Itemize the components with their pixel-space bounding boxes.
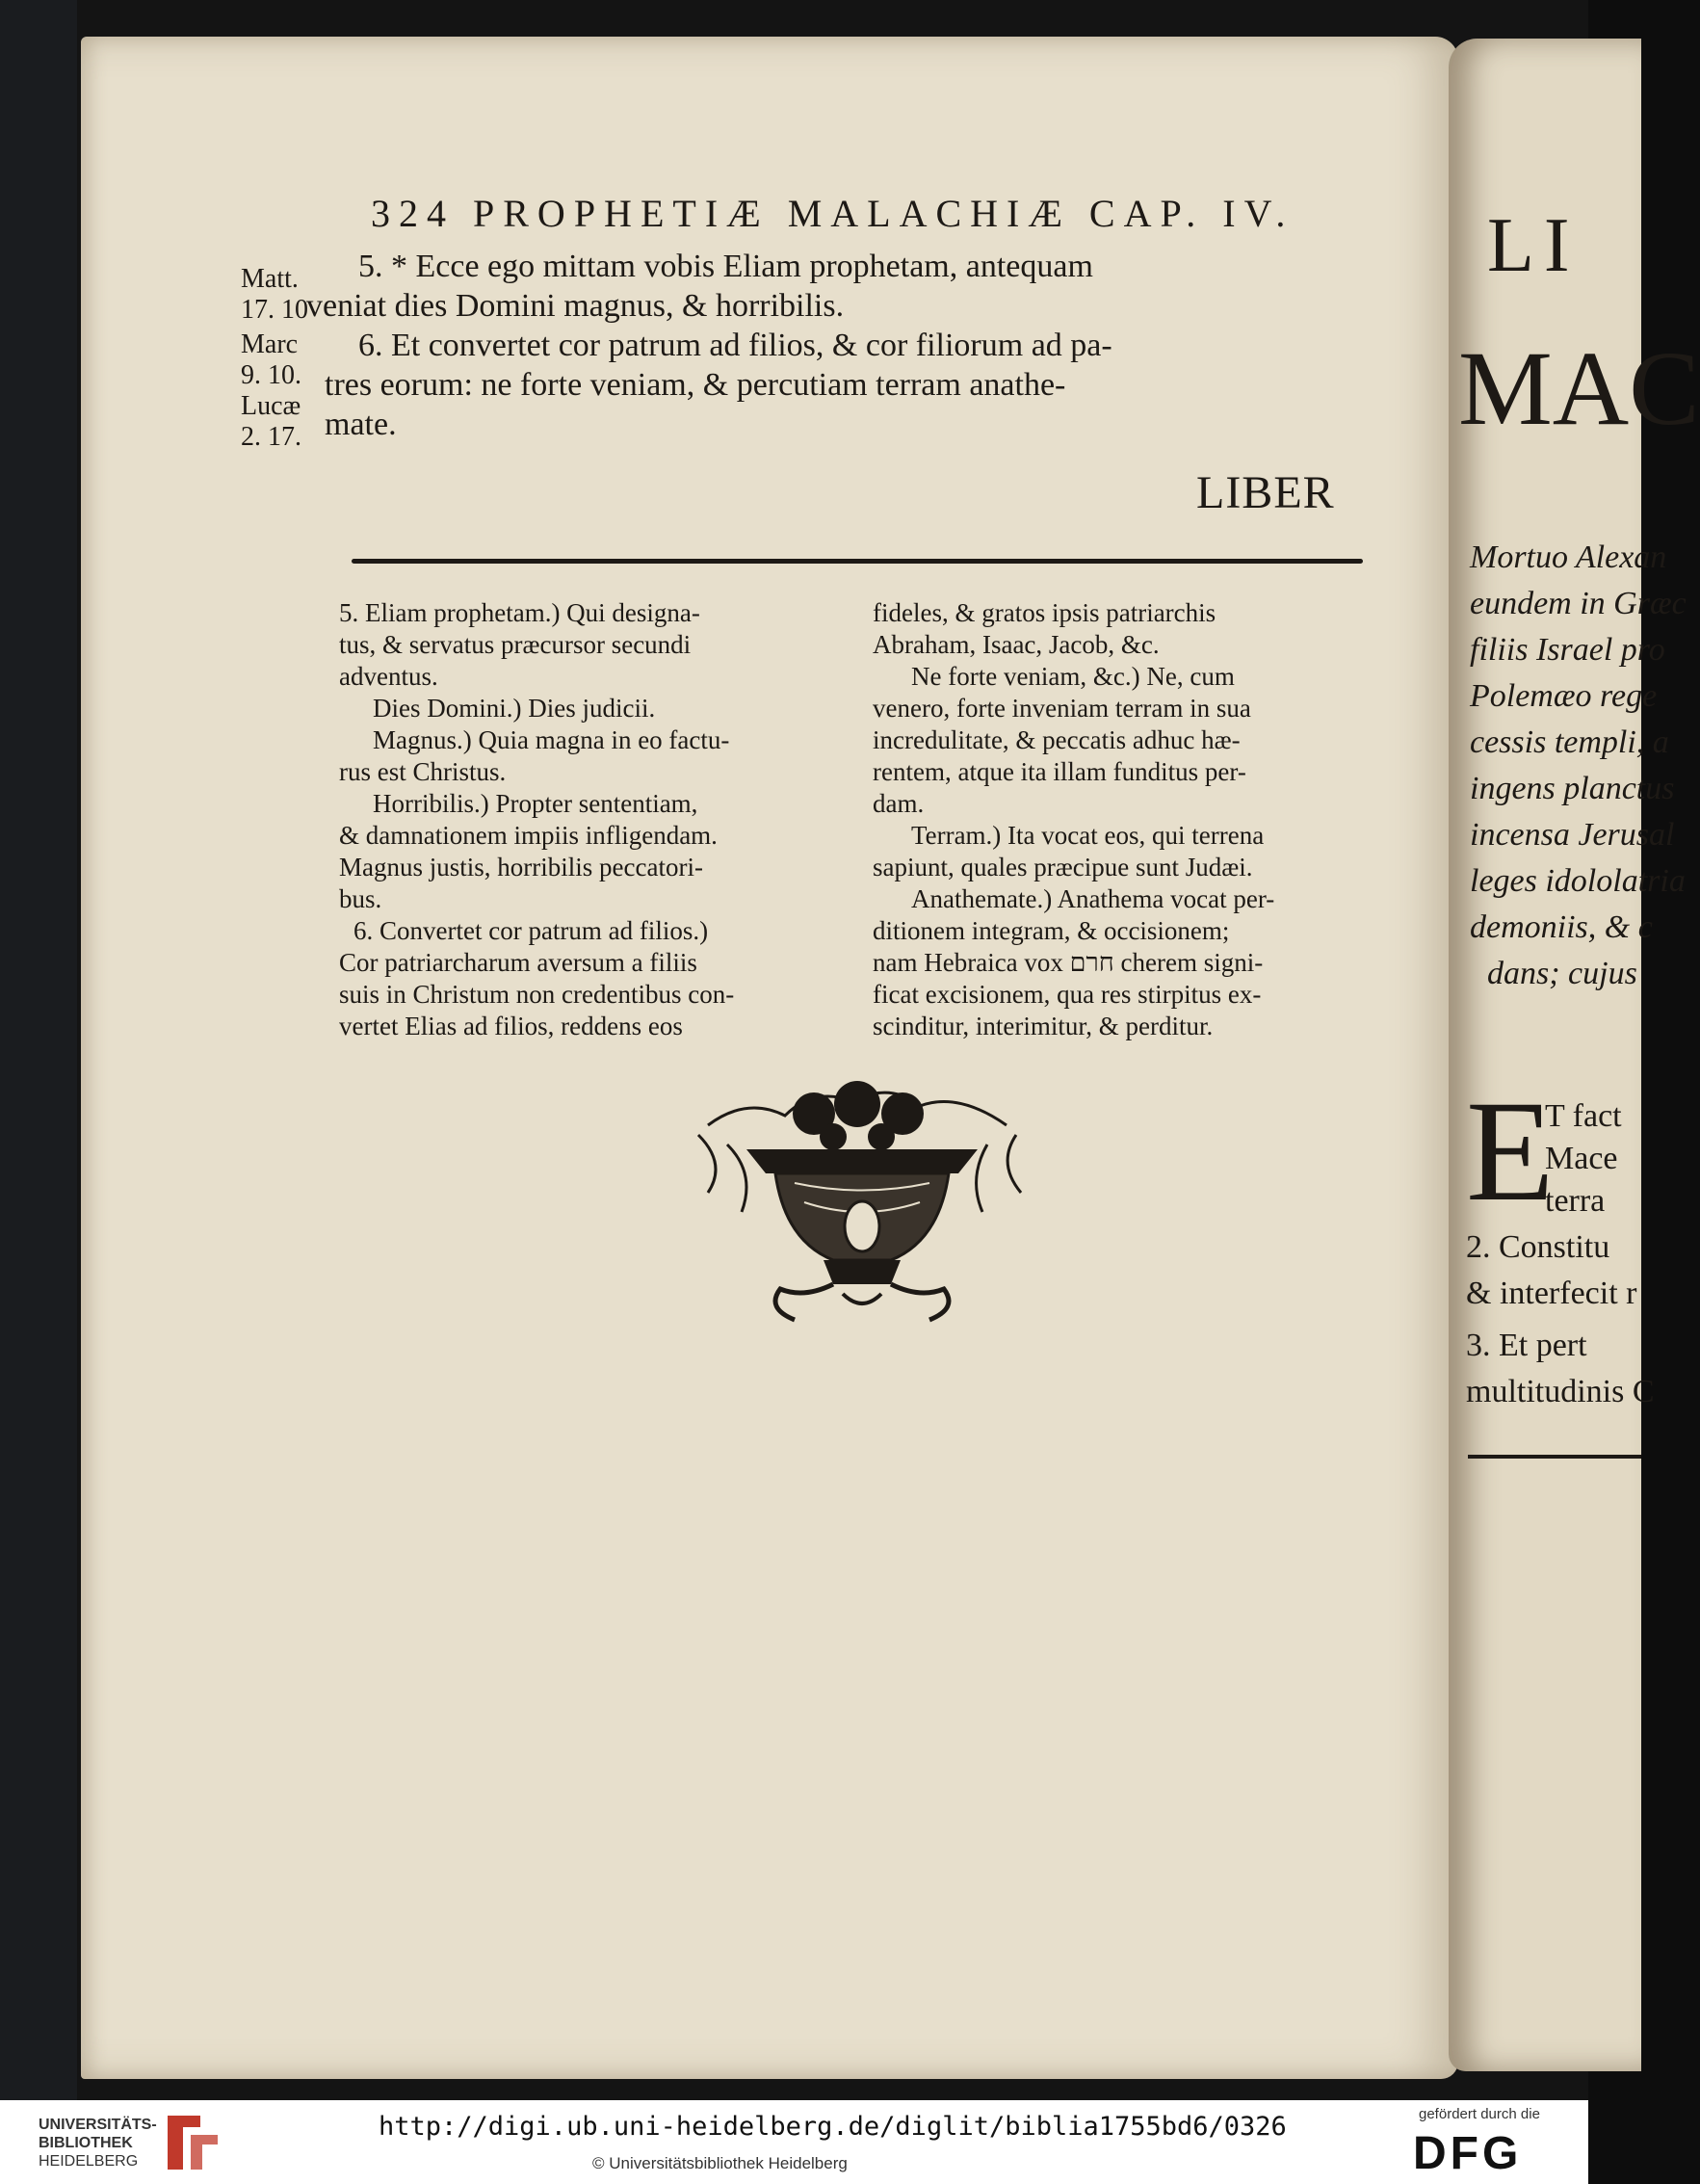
verse-line: tres eorum: ne forte veniam, & percutiam terram anathe- <box>325 367 1066 403</box>
commentary-line: tus, & servatus præcursor secundi <box>339 630 692 659</box>
next-page-line: 2. Constitu <box>1466 1229 1610 1265</box>
margin-note: 2. 17. <box>241 422 301 452</box>
divider-rule <box>352 559 1363 564</box>
commentary-line: sapiunt, quales præcipue sunt Judæi. <box>873 853 1253 881</box>
commentary-line: fideles, & gratos ipsis patriarchis <box>873 598 1216 627</box>
commentary-left-column <box>339 597 830 1042</box>
next-page-line: ingens planctus <box>1470 771 1675 806</box>
margin-note: Matt. <box>241 264 299 294</box>
next-page-line: Polemæo rege <box>1470 678 1658 714</box>
commentary-line: bus. <box>339 884 382 913</box>
next-page-line: eundem in Græc <box>1470 586 1687 621</box>
next-page-rule <box>1468 1455 1641 1459</box>
logo-line: UNIVERSITÄTS- <box>39 2117 157 2133</box>
commentary-line: 5. Eliam prophetam.) Qui designa- <box>339 598 700 627</box>
next-page-line: multitudinis C <box>1466 1374 1655 1409</box>
permalink-url[interactable]: http://digi.ub.uni-heidelberg.de/diglit/biblia1755bd6/0326 <box>379 2112 1287 2142</box>
commentary-line: Anathemate.) Anathema vocat per- <box>911 884 1275 913</box>
funded-by-label: gefördert durch die <box>1419 2106 1540 2122</box>
logo-line: HEIDELBERG <box>39 2153 139 2170</box>
dfg-logo: DFG <box>1413 2128 1523 2179</box>
verse-line: 5. * Ecce ego mittam vobis Eliam prophetam, antequam <box>358 249 1093 284</box>
commentary-line: Horribilis.) Propter sententiam, <box>373 789 698 818</box>
verse-line: veniat dies Domini magnus, & horribilis. <box>306 288 845 324</box>
commentary-line: 6. Convertet cor patrum ad filios.) <box>353 916 709 945</box>
next-page-line: incensa Jerusal <box>1470 817 1675 853</box>
commentary-line: adventus. <box>339 662 438 691</box>
next-page-line: filiis Israel pro <box>1470 632 1665 668</box>
next-page-line: cessis templi, a <box>1470 724 1669 760</box>
commentary-line: venero, forte inveniam terram in sua <box>873 694 1251 723</box>
next-page-line: leges idololatria <box>1470 863 1686 899</box>
commentary-line: Magnus.) Quia magna in eo factu- <box>373 725 730 754</box>
commentary-line: & damnationem impiis infligendam. <box>339 821 718 850</box>
next-page-line: dans; cujus <box>1487 956 1637 991</box>
page-header: 324 PROPHETIÆ MALACHIÆ CAP. IV. <box>371 192 1295 235</box>
margin-note: 9. 10. <box>241 360 301 390</box>
commentary-line: Abraham, Isaac, Jacob, &c. <box>873 630 1160 659</box>
drop-cap: E <box>1466 1071 1555 1231</box>
next-page-line: Mace <box>1545 1141 1618 1176</box>
library-logo-icon <box>162 2112 222 2173</box>
library-logo-text <box>39 2116 157 2171</box>
next-page-line: demoniis, & c <box>1470 909 1653 945</box>
next-page-title: MAC <box>1458 329 1700 447</box>
margin-note: Marc <box>241 329 299 359</box>
commentary-line: Magnus justis, horribilis peccatori- <box>339 853 703 881</box>
next-page-line: terra <box>1545 1183 1606 1219</box>
commentary-line: ficat excisionem, qua res stirpitus ex- <box>873 980 1262 1009</box>
next-page-line: & interfecit r <box>1466 1276 1637 1311</box>
next-page-line: T fact <box>1545 1098 1622 1134</box>
commentary-line: Cor patriarcharum aversum a filiis <box>339 948 697 977</box>
next-page-line: 3. Et pert <box>1466 1328 1587 1363</box>
verse-line: 6. Et convertet cor patrum ad filios, & cor filiorum ad pa- <box>358 328 1112 363</box>
copyright-notice: © Universitätsbibliothek Heidelberg <box>592 2154 848 2172</box>
catchword: LIBER <box>1196 467 1335 518</box>
commentary-line: nam Hebraica vox חרם cherem signi- <box>873 948 1264 977</box>
next-page-line: Mortuo Alexan <box>1470 539 1667 575</box>
commentary-line: suis in Christum non credentibus con- <box>339 980 735 1009</box>
book-binding <box>0 0 77 2100</box>
verse-line: mate. <box>325 407 397 442</box>
commentary-line: scinditur, interimitur, & perditur. <box>873 1012 1214 1040</box>
commentary-line: rentem, atque ita illam funditus per- <box>873 757 1246 786</box>
fruit-vase-ornament <box>689 1067 1035 1328</box>
next-page-title: LI <box>1487 203 1580 288</box>
footer-bar <box>0 2100 1588 2184</box>
commentary-line: incredulitate, & peccatis adhuc hæ- <box>873 725 1241 754</box>
commentary-line: rus est Christus. <box>339 757 507 786</box>
logo-line: BIBLIOTHEK <box>39 2135 133 2151</box>
commentary-line: Dies Domini.) Dies judicii. <box>373 694 656 723</box>
commentary-line: ditionem integram, & occisionem; <box>873 916 1230 945</box>
commentary-line: Ne forte veniam, &c.) Ne, cum <box>911 662 1235 691</box>
margin-note: 17. 10 <box>241 295 308 325</box>
commentary-line: dam. <box>873 789 925 818</box>
margin-note: Lucæ <box>241 391 301 421</box>
commentary-line: Terram.) Ita vocat eos, qui terrena <box>911 821 1265 850</box>
commentary-right-column <box>873 597 1364 1042</box>
next-page <box>1449 39 1700 2071</box>
commentary-line: vertet Elias ad filios, reddens eos <box>339 1012 683 1040</box>
